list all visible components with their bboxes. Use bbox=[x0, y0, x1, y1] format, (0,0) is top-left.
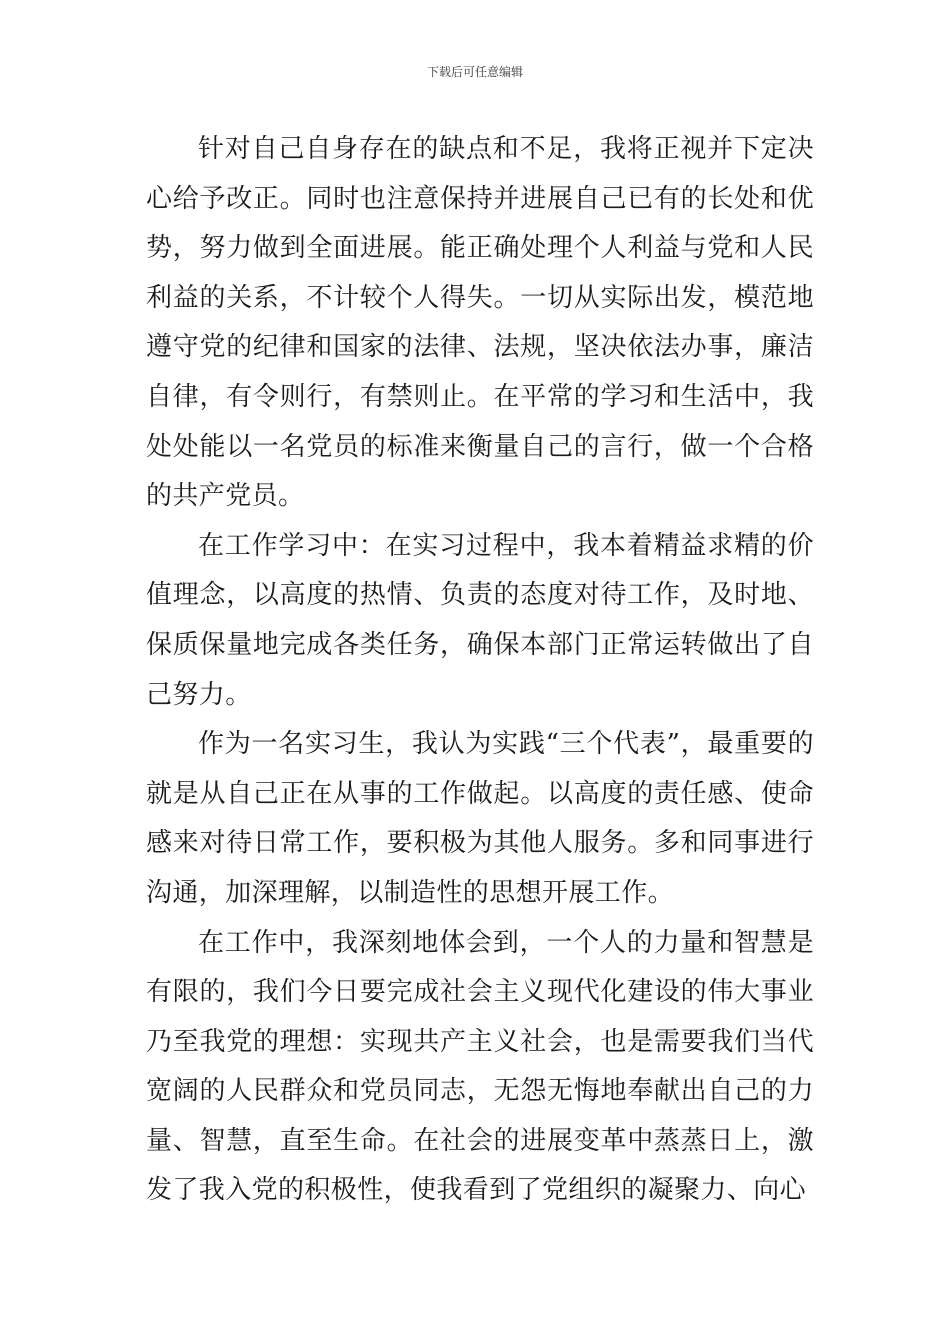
paragraph-shortcomings: 针对自己自身存在的缺点和不足，我将正视并下定决心给予改正。同时也注意保持并进展自己已有的长处和优势，努力做到全面进展。能正确处理个人利益与党和人民利益的关系，不计较个人得失。一切从实际出发，模范地遵守党的纪律和国家的法律、法规，坚决依法办事，廉洁自律，有令则行，有禁则止。在平常的学习和生活中，我处处能以一名党员的标准来衡量自己的言行，做一个合格的共产党员。 bbox=[146, 134, 814, 512]
paragraph-work-experience: 在工作中，我深刻地体会到，一个人的力量和智慧是有限的，我们今日要完成社会主义现代化建设的伟大事业乃至我党的理想：实现共产主义社会，也是需要我们当代宽阔的人民群众和党员同志，无怨无悔地奉献出自己的力量、智慧，直至生命。在社会的进展变革中蒸蒸日上，激发了我入党的积极性，使我看到了党组织的凝聚力、向心 bbox=[146, 927, 814, 1206]
document-body bbox=[146, 125, 814, 1216]
page-header-note: 下载后可任意编辑 bbox=[426, 65, 523, 79]
paragraph-intern: 作为一名实习生，我认为实践“三个代表”，最重要的就是从自己正在从事的工作做起。以高度的责任感、使命感来对待日常工作，要积极为其他人服务。多和同事进行沟通，加深理解，以制造性的思想开展工作。 bbox=[146, 729, 814, 908]
paragraph-work-study: 在工作学习中：在实习过程中，我本着精益求精的价值理念，以高度的热情、负责的态度对待工作，及时地、保质保量地完成各类任务，确保本部门正常运转做出了自己努力。 bbox=[146, 530, 814, 710]
